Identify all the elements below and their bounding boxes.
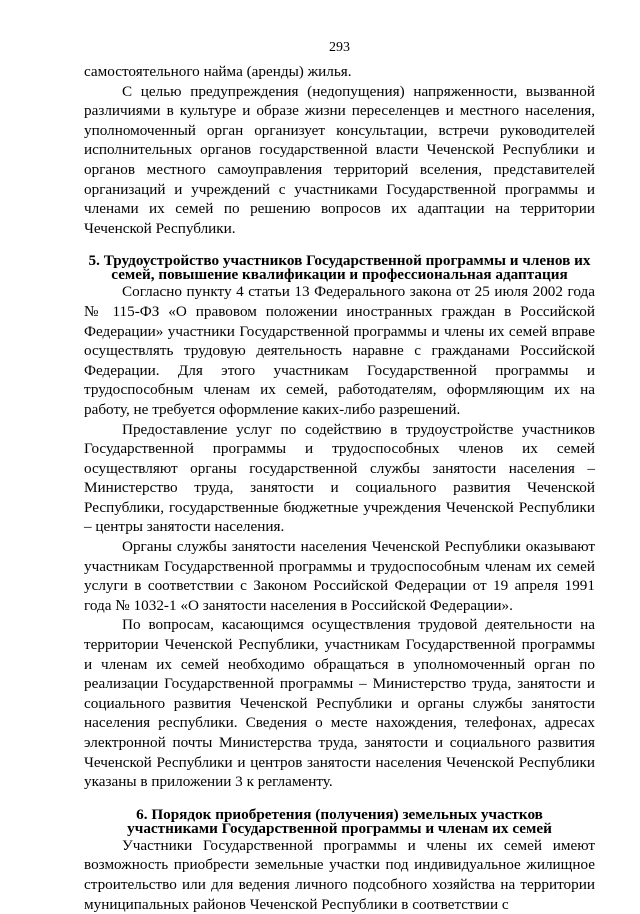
section-5-paragraph-1: Согласно пункту 4 статьи 13 Федерального закона от 25 июля 2002 года № 115-ФЗ «О правовом положении иностранных граждан в Российской Федерации» участники Государственной программы и члены их семей вправе осуществлять трудовую деятельность наравне с гражданами Российской Федерации. Для этого участникам Государственной программы и трудоспособным членам их семей, работодателям, оформляющим их на работу, не требуется оформление каких-либо разрешений. bbox=[84, 283, 595, 418]
section-5-paragraph-4: По вопросам, касающимся осуществления трудовой деятельности на территории Чеченской Республики, участникам Государственной программы и членам их семей необходимо обращаться в уполномоченный орган по реализации Государственной программы – Министерство труда, занятости и социального развития Чеченской Республики и органы службы занятости населения республики. Сведения о месте нахождения, телефонах, адресах электронной почты Министерства труда, занятости и социального развития Чеченской Республики и центров занятости населения Чеченской Республики указаны в приложении 3 к регламенту. bbox=[84, 616, 595, 791]
section-6-paragraph-1: Участники Государственной программы и члены их семей имеют возможность приобрести земельные участки под индивидуальное жилищное строительство или для ведения личного подсобного хозяйства на территории муниципальных районов Чеченской Республики в соответствии с bbox=[84, 836, 595, 913]
section-6-heading-line2: участниками Государственной программы и членам их семей bbox=[127, 819, 552, 837]
section-5-heading-line1: 5. Трудоустройство участников Государственной программы и членов их bbox=[88, 252, 591, 270]
section-6-heading-line1: 6. Порядок приобретения (получения) земельных участков bbox=[136, 805, 543, 823]
document-page bbox=[84, 40, 595, 914]
section-5-heading bbox=[84, 254, 595, 282]
page-number: 293 bbox=[329, 40, 350, 55]
paragraph-continuation: самостоятельного найма (аренды) жилья. bbox=[84, 63, 352, 80]
section-6-heading bbox=[84, 805, 595, 837]
section-5-heading-line2: семей, повышение квалификации и профессиональная адаптация bbox=[111, 266, 568, 284]
section-5-paragraph-3: Органы службы занятости населения Чеченской Республики оказывают участникам Государственной программы и трудоспособным членам их семей услуги в соответствии с Законом Российской Федерации от 19 апреля 1991 года № 1032-1 «О занятости населения в Российской Федерации». bbox=[84, 538, 595, 614]
section-5-paragraph-2: Предоставление услуг по содействию в трудоустройстве участников Государственной программы и трудоспособных членов их семей осуществляют органы государственной службы занятости населения – Министерство труда, занятости и социального развития Чеченской Республики, государственные бюджетные учреждения Чеченской Республики – центры занятости населения. bbox=[84, 420, 595, 536]
paragraph-adaptation: С целью предупреждения (недопущения) напряженности, вызванной различиями в культуре и образе жизни переселенцев и местного населения, уполномоченный орган организует консультации, встречи руководителей исполнительных органов государственной власти Чеченской Республики и органов местного самоуправления территорий вселения, представителей организаций и учреждений с участниками Государственной программы и членами их семей по решению вопросов их адаптации на территории Чеченской Республики. bbox=[84, 82, 595, 237]
